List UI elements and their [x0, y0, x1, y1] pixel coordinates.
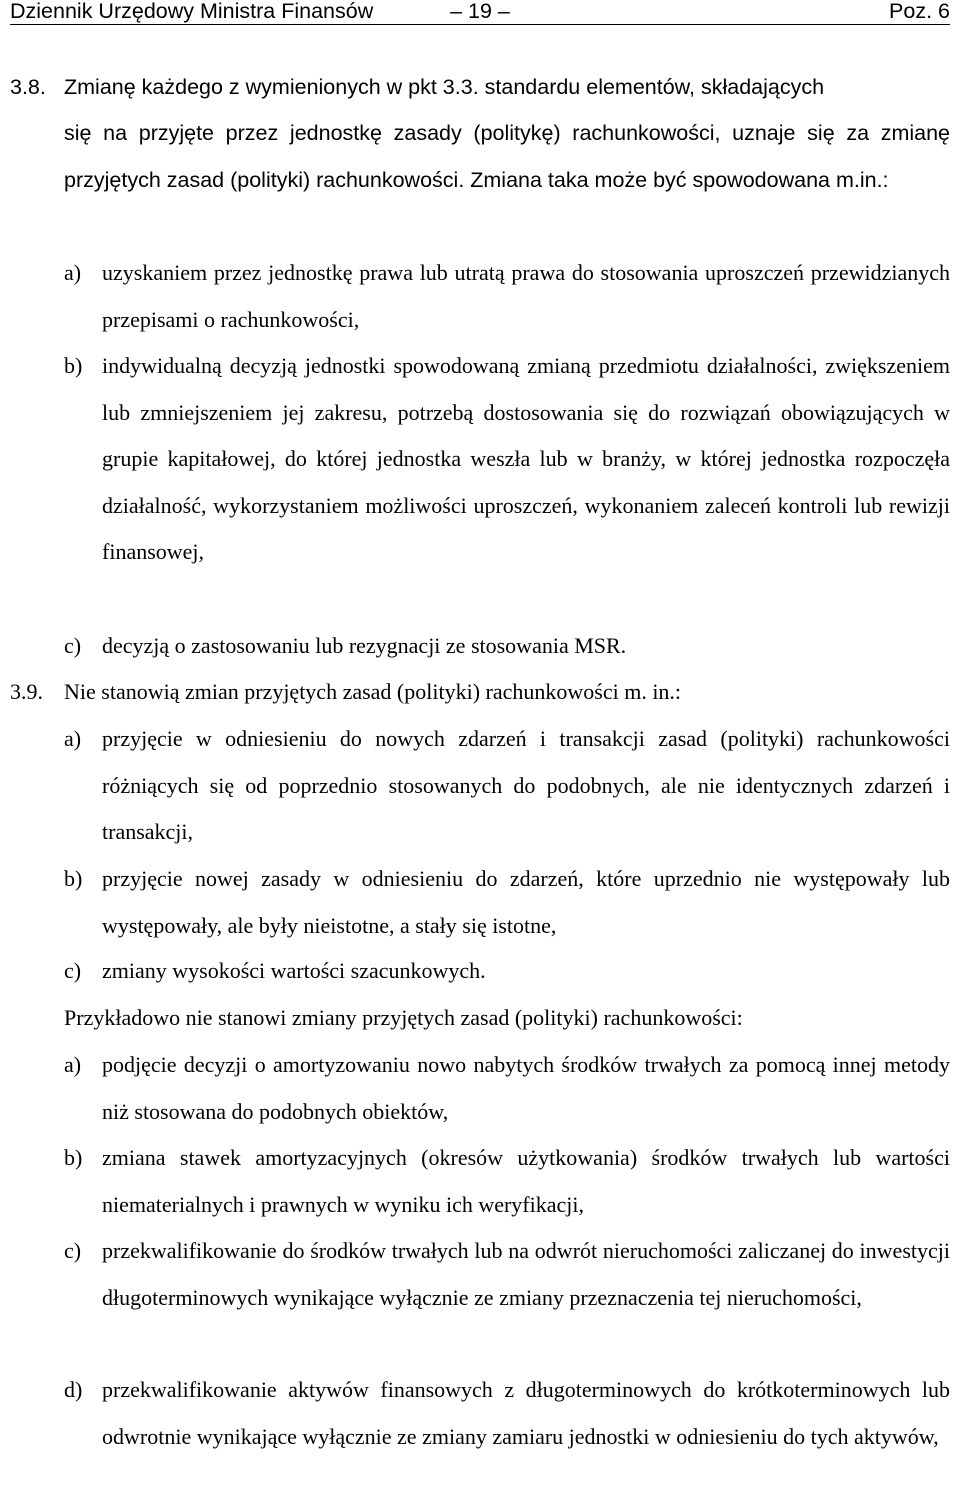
list-item-text: przekwalifikowanie aktywów finansowych z długoterminowych do krótkoterminowych lub odwrotnie wynikające wyłącznie ze zmiany zamiaru jednostki w odniesieniu do tych aktywów, — [102, 1377, 950, 1449]
list-item-text: zmiany wysokości wartości szacunkowych. — [102, 958, 486, 983]
list-item-3-8-c — [64, 623, 950, 670]
list-item-example-d — [64, 1367, 950, 1460]
section-3-8-body: się na przyjęte przez jednostkę zasady (politykę) rachunkowości, uznaje się za zmianę przyjętych zasad (polityki) rachunkowości. Zmiana taka może być spowodowana m.in.: — [64, 121, 950, 192]
list-item-example-a — [64, 1042, 950, 1135]
list-item-example-c — [64, 1228, 950, 1321]
running-header — [10, 0, 950, 22]
section-3-9-heading — [10, 669, 950, 716]
position-number: Poz. 6 — [889, 0, 950, 23]
list-marker: b) — [64, 1145, 83, 1170]
list-marker: c) — [64, 958, 82, 983]
section-3-9-title: Nie stanowią zmian przyjętych zasad (polityki) rachunkowości m. in.: — [64, 679, 682, 704]
list-item-text: indywidualną decyzją jednostki spowodowaną zmianą przedmiotu działalności, zwiększeniem lub zmniejszeniem jej zakresu, potrzebą dostosowania się do rozwiązań obowiązujących w grupie kapitałowej, do której jednostka weszła lub w branży, w której jednostka rozpoczęła działalność, wykorzystaniem możliwości uproszczeń, wykonaniem zaleceń kontroli lub rewizji finansowej, — [102, 353, 950, 564]
list-marker: b) — [64, 866, 83, 891]
list-marker: a) — [64, 1052, 82, 1077]
list-marker: a) — [64, 260, 82, 285]
section-3-8-lead: Zmianę każdego z wymienionych w pkt 3.3. standardu elementów, składających — [64, 75, 825, 99]
list-item-3-8-a — [64, 250, 950, 343]
list-item-text: uzyskaniem przez jednostkę prawa lub utratą prawa do stosowania uproszczeń przewidzianych przepisami o rachunkowości, — [102, 260, 950, 332]
section-3-8-number: 3.8. — [10, 75, 46, 99]
list-item-3-8-b — [64, 343, 950, 576]
list-item-text: podjęcie decyzji o amortyzowaniu nowo nabytych środków trwałych za pomocą innej metody niż stosowana do podobnych obiektów, — [102, 1052, 950, 1124]
header-rule — [10, 24, 950, 25]
list-marker: a) — [64, 726, 82, 751]
list-item-text: przekwalifikowanie do środków trwałych lub na odwrót nieruchomości zaliczanej do inwestycji długoterminowych wynikające wyłącznie ze zmiany przeznaczenia tej nieruchomości, — [102, 1238, 950, 1310]
list-item-3-9-b — [64, 856, 950, 949]
list-item-3-9-c — [64, 948, 950, 995]
section-3-9-number: 3.9. — [10, 679, 43, 704]
list-item-3-9-a — [64, 716, 950, 856]
page-number: – 19 – — [450, 0, 510, 23]
section-3-8-first-line — [10, 64, 950, 111]
list-item-example-b — [64, 1135, 950, 1228]
list-item-text: przyjęcie nowej zasady w odniesieniu do zdarzeń, które uprzednio nie występowały lub występowały, ale były nieistotne, a stały się istotne, — [102, 866, 950, 938]
list-marker: c) — [64, 1238, 82, 1263]
examples-intro: Przykładowo nie stanowi zmiany przyjętych zasad (polityki) rachunkowości: — [64, 1005, 743, 1030]
journal-title: Dziennik Urzędowy Ministra Finansów — [10, 0, 374, 23]
list-marker: c) — [64, 633, 82, 658]
list-item-text: przyjęcie w odniesieniu do nowych zdarzeń i transakcji zasad (polityki) rachunkowości różniących się od poprzednio stosowanych do podobnych, ale nie identycznych zdarzeń i transakcji, — [102, 726, 950, 844]
list-marker: d) — [64, 1377, 83, 1402]
list-marker: b) — [64, 353, 83, 378]
list-item-text: decyzją o zastosowaniu lub rezygnacji ze stosowania MSR. — [102, 633, 627, 658]
list-item-text: zmiana stawek amortyzacyjnych (okresów użytkowania) środków trwałych lub wartości niematerialnych i prawnych w wyniku ich weryfikacji, — [102, 1145, 950, 1217]
